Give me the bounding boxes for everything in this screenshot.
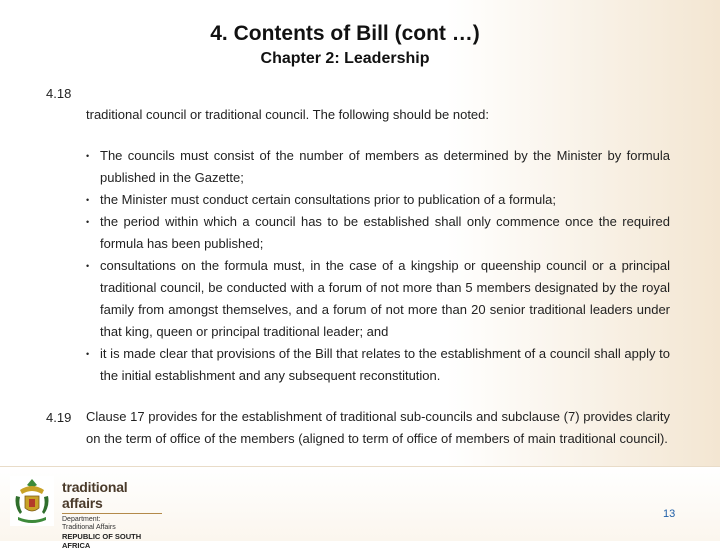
bullet-item: • it is made clear that provisions of the Bill that relates to the establishment of a council shall apply to the initial establishment and any subsequent reconstitution.	[86, 343, 670, 387]
logo-dept-line-1: Department:	[62, 516, 101, 523]
section-418-intro: traditional council or traditional council. The following should be noted:	[86, 107, 490, 122]
bullet-item: • consultations on the formula must, in the case of a kingship or queenship council or a principal traditional council, be conducted with a forum of not more than 5 members designated by the royal family from amongst themselves, and a forum of not more than 20 senior traditional leaders under that king, queen or principal traditional leader; and	[86, 255, 670, 343]
logo-brand: traditional affairs	[62, 479, 128, 511]
slide-subtitle: Chapter 2: Leadership	[260, 50, 430, 67]
slide-title: 4. Contents of Bill (cont …)	[210, 22, 480, 45]
section-419-text: Clause 17 provides for the establishment of traditional sub-councils and subclause (7) provides clarity on the term of office of the members (aligned to term of office of members of main traditional council).	[86, 409, 670, 446]
logo-text-block	[62, 479, 170, 550]
bullet-item: • the period within which a council has to be established shall only commence once the required formula has been published;	[86, 211, 670, 255]
section-number-419: 4.19	[46, 410, 72, 425]
logo-divider	[62, 513, 162, 514]
coat-of-arms-icon	[10, 476, 54, 526]
bullet-item: • the Minister must conduct certain consultations prior to publication of a formula;	[86, 189, 670, 211]
department-logo	[10, 476, 170, 550]
section-number-418: 4.18	[46, 86, 72, 101]
page-number: 13	[663, 508, 676, 520]
logo-republic: REPUBLIC OF SOUTH AFRICA	[62, 532, 142, 550]
bullet-item: • The councils must consist of the number of members as determined by the Minister by formula published in the Gazette;	[86, 145, 670, 189]
section-418-bullet-list	[86, 145, 670, 387]
logo-dept-line-2: Traditional Affairs	[62, 524, 116, 531]
